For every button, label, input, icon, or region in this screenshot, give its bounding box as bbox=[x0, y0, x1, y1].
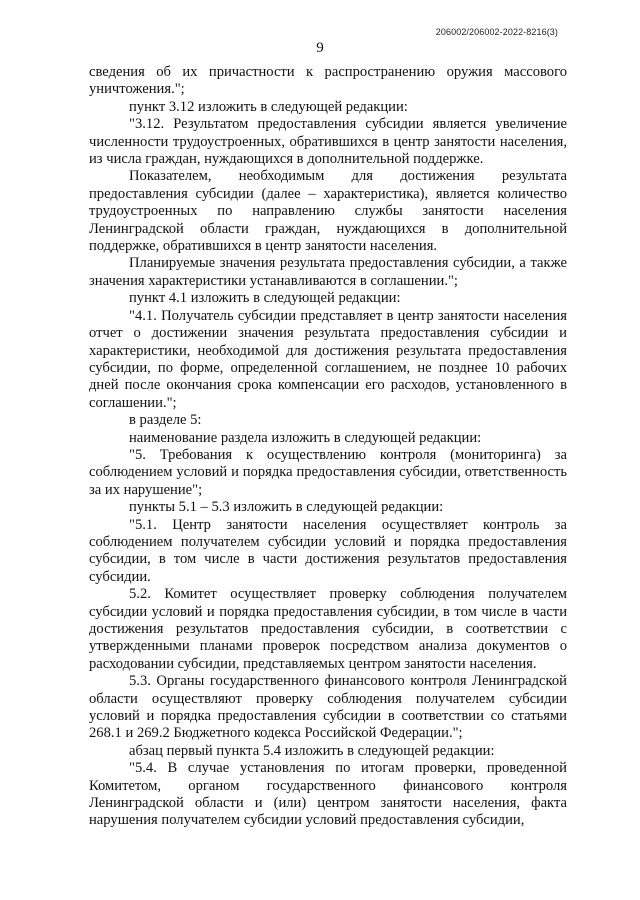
paragraph: Планируемые значения результата предоставления субсидии, а также значения характеристики устанавливаются в соглашении."; bbox=[89, 255, 567, 289]
paragraph: Показателем, необходимым для достижения результата предоставления субсидии (далее – характеристика), является количество трудоустроенных по направлению службы занятости населения Ленинградской области граждан, нуждающихся в дополнительной поддержке, обратившихся в центр занятости населения. bbox=[89, 168, 567, 255]
document-body bbox=[89, 64, 567, 830]
paragraph: "5.1. Центр занятости населения осуществляет контроль за соблюдением получателем субсидии условий и порядка предоставления субсидии, в том числе в части достижения результатов предоставления субсидии. bbox=[89, 516, 567, 585]
paragraph: в разделе 5: bbox=[129, 412, 202, 429]
paragraph: "5.4. В случае установления по итогам проверки, проведенной Комитетом, органом государственного финансового контроля Ленинградской области и (или) центром занятости населения, факта нарушения получателем субсидии условий предоставления субсидии, bbox=[89, 760, 567, 829]
paragraph: пункт 4.1 изложить в следующей редакции: bbox=[129, 290, 401, 307]
page-number: 9 bbox=[316, 40, 324, 56]
paragraph: "5. Требования к осуществлению контроля (мониторинга) за соблюдением условий и порядка предоставления субсидии, ответственность за их нарушение"; bbox=[89, 446, 567, 498]
paragraph: абзац первый пункта 5.4 изложить в следующей редакции: bbox=[129, 742, 495, 759]
document-id: 206002/206002-2022-8216(3) bbox=[435, 27, 558, 37]
paragraph: сведения об их причастности к распространению оружия массового уничтожения."; bbox=[89, 64, 567, 98]
paragraph: "4.1. Получатель субсидии представляет в центр занятости населения отчет о достижении значения результата предоставления субсидии и характеристики, необходимой для достижения результата предоставления субсидии, по форме, определенной соглашением, не позднее 10 рабочих дней после окончания срока компенсации его расходов, установленного в соглашении."; bbox=[89, 307, 567, 411]
paragraph: 5.2. Комитет осуществляет проверку соблюдения получателем субсидии условий и порядка предоставления субсидии, в том числе в части достижения результатов предоставления субсидии, в соответствии с утвержденными планами проверок посредством анализа документов о расходовании субсидии, представляемых центром занятости населения. bbox=[89, 586, 567, 672]
paragraph: пункты 5.1 – 5.3 изложить в следующей редакции: bbox=[129, 499, 444, 516]
paragraph: наименование раздела изложить в следующей редакции: bbox=[129, 429, 482, 446]
paragraph: пункт 3.12 изложить в следующей редакции: bbox=[129, 98, 408, 115]
paragraph: "3.12. Результатом предоставления субсидии является увеличение численности трудоустроенных, обратившихся в центр занятости населения, из числа граждан, нуждающихся в дополнительной поддержке. bbox=[89, 116, 567, 168]
paragraph: 5.3. Органы государственного финансового контроля Ленинградской области осуществляют проверку соблюдения получателем субсидии условий и порядка предоставления субсидии в соответствии со статьями 268.1 и 269.2 Бюджетного кодекса Российской Федерации."; bbox=[89, 673, 567, 742]
